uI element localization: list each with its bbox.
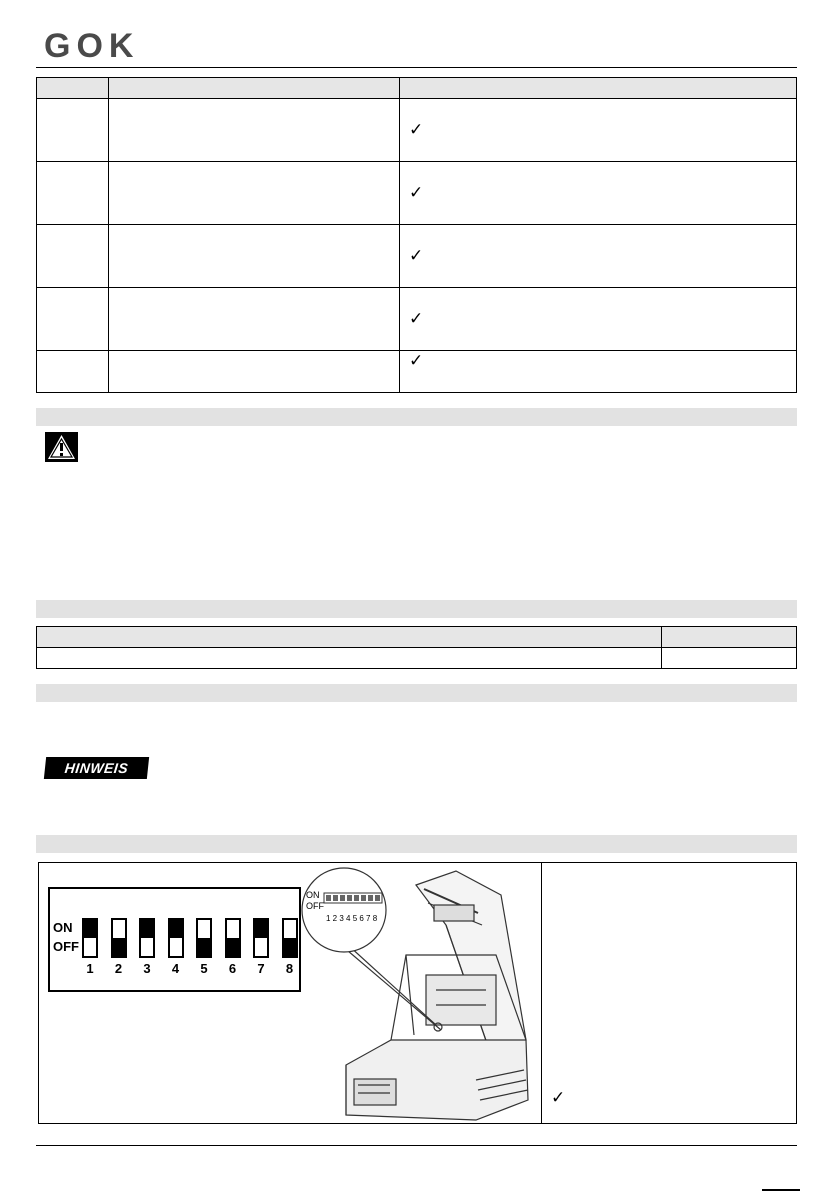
- dip-switch: [139, 918, 155, 958]
- check-icon: ✓: [551, 1088, 566, 1108]
- dip-switch-number: 6: [228, 961, 237, 976]
- dip-switch-number: 1: [86, 961, 94, 976]
- inset-numbers: 1 2 3 4 5 6 7 8: [326, 914, 378, 923]
- header-cell: [109, 78, 400, 99]
- check-icon: ✓: [409, 182, 424, 203]
- table-header-row: [37, 627, 797, 648]
- logo-text: GOK: [44, 30, 140, 60]
- table-row: [37, 225, 797, 288]
- table-header-row: [37, 78, 797, 99]
- check-icon: ✓: [409, 308, 424, 329]
- section-bar: [36, 684, 797, 702]
- section-bar: [36, 600, 797, 618]
- header-cell: [37, 78, 109, 99]
- inset-on-label: ON: [306, 890, 320, 900]
- dip-switch-number: 7: [257, 961, 265, 976]
- warning-icon: [45, 432, 78, 462]
- hinweis-badge: HINWEIS: [44, 757, 149, 779]
- inset-off-label: OFF: [306, 901, 324, 911]
- header-rule: [36, 67, 797, 68]
- corner-mark: [762, 1189, 800, 1191]
- dip-switch-number: 8: [285, 961, 294, 976]
- table-row: [37, 288, 797, 351]
- header-cell: [400, 78, 797, 99]
- table-row: [37, 648, 797, 669]
- dip-switch: [111, 918, 127, 958]
- table-row: [37, 99, 797, 162]
- dip-switch: [82, 918, 98, 958]
- check-icon: ✓: [409, 119, 424, 140]
- dip-switch: [196, 918, 212, 958]
- dip-switch-number: 4: [171, 961, 180, 976]
- dip-box-divider: [541, 862, 542, 1124]
- on-label: ON: [53, 920, 73, 935]
- section-bar: [36, 835, 797, 853]
- dip-switch: [253, 918, 269, 958]
- footer-rule: [36, 1145, 797, 1146]
- section-bar: [36, 408, 797, 426]
- gok-logo: [44, 30, 194, 60]
- check-icon: ✓: [409, 245, 424, 266]
- dip-switch: [225, 918, 241, 958]
- off-label: OFF: [53, 939, 79, 954]
- dip-switch-number: 2: [114, 961, 123, 976]
- table-row: [37, 351, 797, 393]
- dip-switch: [168, 918, 184, 958]
- spec-table: [36, 77, 797, 393]
- dip-switch-number: 3: [143, 961, 151, 976]
- table-row: [37, 162, 797, 225]
- printer-illustration: [296, 865, 536, 1123]
- dip-switch-number: 5: [200, 961, 208, 976]
- check-icon: ✓: [409, 351, 424, 371]
- small-table: [36, 626, 797, 669]
